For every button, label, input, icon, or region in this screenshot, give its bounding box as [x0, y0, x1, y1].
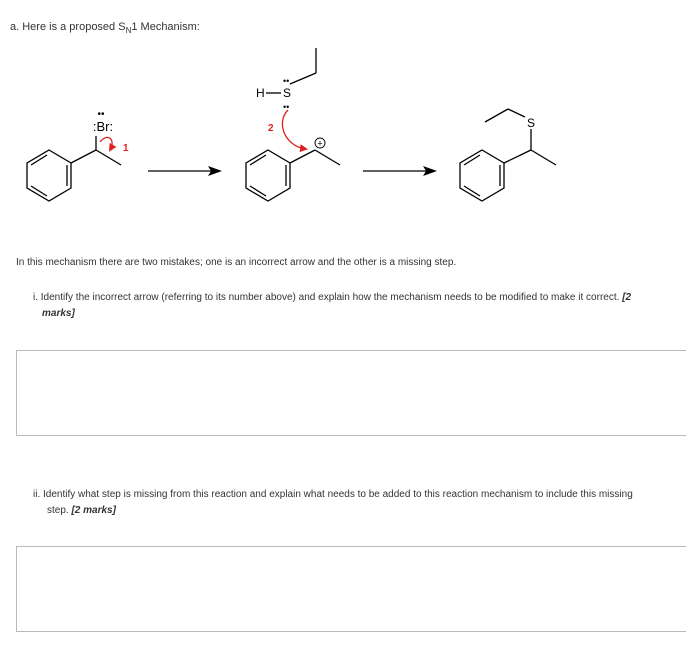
- bromine-label: :Br:: [92, 119, 114, 134]
- curved-arrow-1: [100, 137, 112, 150]
- arrow-2-number: 2: [268, 123, 274, 134]
- part-i-marks-b: marks]: [42, 308, 75, 319]
- part-ii-marks: [2 marks]: [71, 505, 116, 516]
- heading-suffix: 1 Mechanism:: [131, 21, 200, 33]
- reactant-molecule: [27, 136, 121, 201]
- part-i-question: [33, 290, 683, 322]
- arrow-1-number: 1: [123, 143, 129, 154]
- carbocation-molecule: [246, 150, 340, 201]
- heading-subscript: N: [125, 26, 132, 36]
- part-i-marks-a: [2: [622, 292, 632, 303]
- part-ii-text-cont: step.: [47, 505, 69, 516]
- curved-arrow-2: [282, 110, 306, 149]
- mistakes-statement: In this mechanism there are two mistakes; one is an incorrect arrow and the other is a missing step.: [16, 257, 457, 268]
- question-heading: [10, 19, 200, 39]
- product-molecule: [460, 109, 556, 201]
- sulfur-lone-pair-top: ••: [283, 76, 290, 86]
- part-ii-question: [33, 487, 685, 519]
- ethyl-chain: [290, 48, 316, 84]
- sulfur-lone-pair-bottom: ••: [283, 102, 290, 112]
- bromine-lone-pair: ••: [97, 109, 105, 120]
- part-ii-text: ii. Identify what step is missing from this reaction and explain what needs to be added to this reaction mechanism to include this missing: [33, 489, 633, 500]
- heading-prefix: a. Here is a proposed S: [10, 21, 126, 33]
- thiol-s-label: S: [283, 86, 292, 100]
- answer-box-part-i[interactable]: [16, 350, 686, 436]
- mechanism-scheme: [0, 40, 686, 230]
- product-s-label: S: [527, 116, 536, 130]
- positive-charge-symbol: +: [317, 138, 323, 149]
- thiol-h-label: H: [256, 86, 265, 100]
- answer-box-part-ii[interactable]: [16, 546, 686, 632]
- part-i-text: i. Identify the incorrect arrow (referring to its number above) and explain how the mechanism needs to be modified to make it correct.: [33, 292, 620, 303]
